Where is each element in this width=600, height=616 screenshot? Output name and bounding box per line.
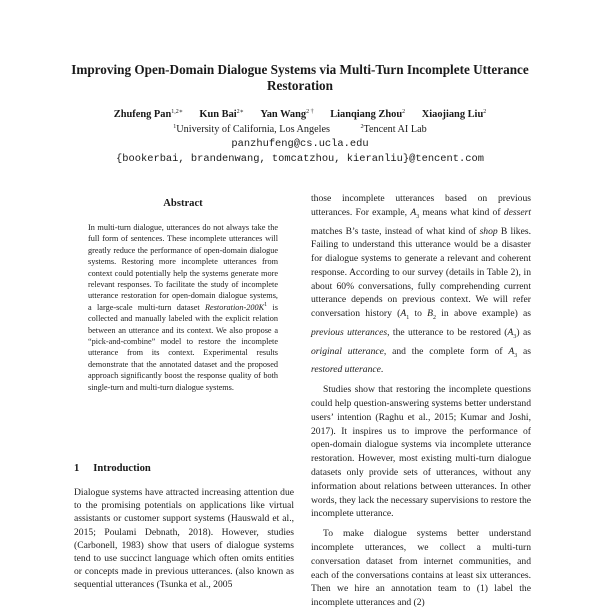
author-list (60, 108, 540, 121)
email-tencent: {bookerbai, brandenwang, tomcatzhou, kieranliu}@tencent.com (116, 153, 484, 165)
author: Xiaojiang Liu$^2$ (421, 109, 487, 120)
paragraph-3: To make dialogue systems better understand incomplete utterances, we collect a multi-turn conversation dataset from internet communities, and each of the conversations contains at least six utterances. Then we hire an annotation team to (1) label the incomplete utterances and (2) (311, 528, 531, 609)
dataset-name: Restoration-200K (205, 302, 265, 312)
introduction-left-column (74, 486, 294, 592)
affiliation: $^2$Tencent AI Lab (360, 124, 427, 135)
intro-paragraph: Dialogue systems have attracted increasing attention due to the promising potentials on applications like virtual assistants or customer support systems (Hauswald et al., 2015; Poulami Debnath, 2018). However, studies (Carbonell, 1983) show that users of dialogue systems tend to use succinct language which often omits entities or concepts made in previous utterances. (also known as sequential utterances (Tsunka et al., 2005 (74, 487, 294, 591)
section-heading-introduction: 1 Introduction (74, 463, 151, 474)
author: Zhufeng Pan$^{1,2∗}$ (113, 109, 183, 120)
author: Kun Bai$^{2∗}$ (199, 109, 244, 120)
paragraph-2: Studies show that restoring the incomplete questions could help question-answering systems better understand users’ intention (Raghu et al., 2015; Kumar and Joshi, 2017). It inspires us to improve the performance of open-domain dialogue systems via incomplete utterance restoration. However, most existing multi-turn dialogue datasets only provide sets of utterances, without any information about relations between utterances. In other words, they lack the necessary supervisions to restore the incomplete utterance. (311, 384, 531, 520)
author: Yan Wang$^{2 \dagger}$ (260, 109, 314, 120)
author: Lianqiang Zhou$^2$ (330, 109, 406, 120)
abstract-heading: Abstract (163, 198, 203, 209)
affiliations (60, 123, 540, 136)
paragraph-1: those incomplete utterances based on previous utterances. For example, $A_3$ means what kind of dessert matches B’s taste, instead of what kind of shop B likes. Failing to understand this utterance would be a disaster for dialogue systems to generate a relevant and coherent response. According to our survey (details in Table 2), in about 60% conversations, fully comprehending current utterance depends on previous context. We will refer conversation history ($A_1$ to $B_2$ in above example) as previous utterances, the utterance to be restored $(A_3)$ as original utterance, and the complete form of $A_3$ as restored utterance. (311, 193, 532, 376)
affiliation: $^1$University of California, Los Angeles (173, 124, 330, 135)
paper-title: Improving Open-Domain Dialogue Systems via Multi-Turn Incomplete Utterance Restoration (71, 62, 529, 93)
right-column (311, 192, 531, 616)
abstract-body: In multi-turn dialogue, utterances do not always take the full form of sentences. These incomplete utterances will greatly reduce the performance of open-domain dialogue systems. Restoring more incomplete utterances from context could potentially help the systems generate more relevant responses. To facilitate the study of incomplete utterance restoration for open-domain dialogue systems, a large-scale multi-turn dataset Restoration-$200K^1$ is collected and manually labeled with the explicit relation between an utterance and its context. We also propose a “pick-and-combine” model to restore the incomplete utterance from its context. Experimental results demonstrate that the annotated dataset and the proposed approach significantly boost the response quality of both single-turn and multi-turn dialogue systems. (88, 223, 279, 392)
email-ucla: panzhufeng@cs.ucla.edu (231, 138, 369, 150)
